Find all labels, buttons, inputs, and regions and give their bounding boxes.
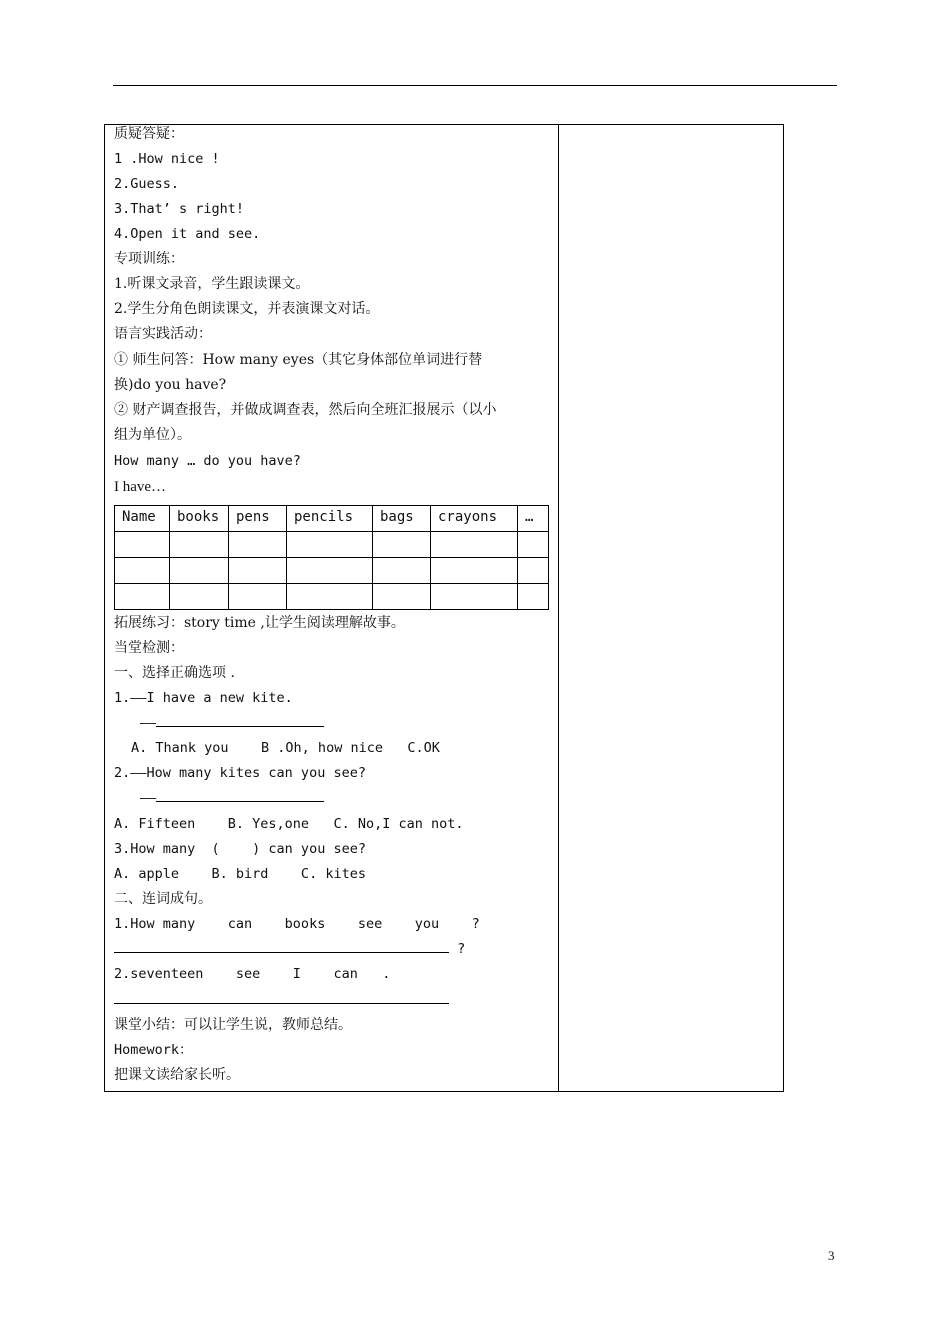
table-cell xyxy=(170,584,229,610)
dash-text: —— xyxy=(140,790,157,806)
qa-line-1: 1 .How nice ! xyxy=(114,151,220,167)
extension-practice: 拓展练习：story time ,让学生阅读理解故事。 xyxy=(114,615,405,631)
table-cell xyxy=(229,558,287,584)
table-cell xyxy=(518,558,549,584)
sentence-1-answer xyxy=(114,940,465,958)
table-cell xyxy=(115,584,170,610)
table-cell xyxy=(431,584,518,610)
question-1-options: A. Thank you B .Oh, how nice C.OK xyxy=(131,740,440,756)
table-cell xyxy=(373,558,431,584)
homework-heading: Homework： xyxy=(114,1042,193,1058)
homework-text: 把课文读给家长听。 xyxy=(114,1067,240,1083)
question-1: 1.——I have a new kite. xyxy=(114,690,293,706)
table-cell xyxy=(518,584,549,610)
question-2-options: A. Fifteen B. Yes,one C. No,I can not. xyxy=(114,816,464,832)
table-cell xyxy=(115,532,170,558)
section-heading-training: 专项训练： xyxy=(114,251,184,267)
practice-line-2: ② 财产调查报告，并做成调查表，然后向全班汇报展示（以小 xyxy=(114,402,497,418)
table-cell xyxy=(431,558,518,584)
table-cell xyxy=(229,532,287,558)
header-cell-crayons: crayons xyxy=(431,506,518,532)
table-cell xyxy=(115,558,170,584)
class-summary: 课堂小结：可以让学生说，教师总结。 xyxy=(114,1017,352,1033)
question-1-answer xyxy=(140,714,324,732)
header-cell-more: … xyxy=(518,506,549,532)
question-2: 2.——How many kites can you see? xyxy=(114,765,366,781)
answer-blank xyxy=(114,940,449,953)
sentence-2-answer xyxy=(114,991,449,1009)
table-row xyxy=(115,532,549,558)
header-rule xyxy=(113,85,837,86)
table-header-row xyxy=(115,506,549,532)
table-cell xyxy=(170,558,229,584)
practice-line-1: ① 师生问答：How many eyes（其它身体部位单词进行替 xyxy=(114,352,483,368)
question-mark: ? xyxy=(457,941,466,957)
table-cell xyxy=(373,532,431,558)
column-divider xyxy=(558,125,559,1091)
practice-line-2-cont: 组为单位）。 xyxy=(114,427,191,443)
qa-line-2: 2.Guess. xyxy=(114,176,180,192)
header-cell-pens: pens xyxy=(229,506,287,532)
table-cell xyxy=(287,558,373,584)
section-heading-test: 当堂检测： xyxy=(114,640,184,656)
practice-line-1-cont: 换)do you have? xyxy=(114,377,227,393)
answer-blank xyxy=(156,714,324,727)
section-heading-qa: 质疑答疑： xyxy=(114,126,184,142)
question-2-answer xyxy=(140,789,324,807)
table-cell xyxy=(518,532,549,558)
survey-table xyxy=(114,505,549,610)
section-heading-practice: 语言实践活动： xyxy=(114,326,212,342)
training-line-1: 1.听课文录音，学生跟读课文。 xyxy=(114,276,310,292)
page-number: 3 xyxy=(828,1248,835,1263)
answer-blank xyxy=(114,991,449,1004)
test-part-2-heading: 二、连词成句。 xyxy=(114,891,212,907)
table-cell xyxy=(287,532,373,558)
header-cell-name: Name xyxy=(115,506,170,532)
qa-line-4: 4.Open it and see. xyxy=(114,226,261,242)
lesson-plan-table xyxy=(104,124,784,1092)
training-line-2: 2.学生分角色朗读课文，并表演课文对话。 xyxy=(114,301,380,317)
table-row xyxy=(115,558,549,584)
test-part-1-heading: 一、选择正确选项 . xyxy=(114,665,235,681)
header-cell-bags: bags xyxy=(373,506,431,532)
table-cell xyxy=(287,584,373,610)
answer-blank xyxy=(156,789,324,802)
sentence-1-words: 1.How many can books see you ? xyxy=(114,916,480,932)
table-cell xyxy=(229,584,287,610)
sentence-2-words: 2.seventeen see I can . xyxy=(114,966,391,982)
question-3: 3.How many ( ) can you see? xyxy=(114,841,366,857)
question-3-options: A. apple B. bird C. kites xyxy=(114,866,366,882)
table-cell xyxy=(170,532,229,558)
table-row xyxy=(115,584,549,610)
survey-question: How many … do you have? xyxy=(114,453,301,469)
table-cell xyxy=(431,532,518,558)
header-cell-pencils: pencils xyxy=(287,506,373,532)
header-cell-books: books xyxy=(170,506,229,532)
survey-answer: I have… xyxy=(114,479,167,495)
dash-text: —— xyxy=(140,715,157,731)
table-cell xyxy=(373,584,431,610)
qa-line-3: 3.That’ s right! xyxy=(114,201,245,217)
